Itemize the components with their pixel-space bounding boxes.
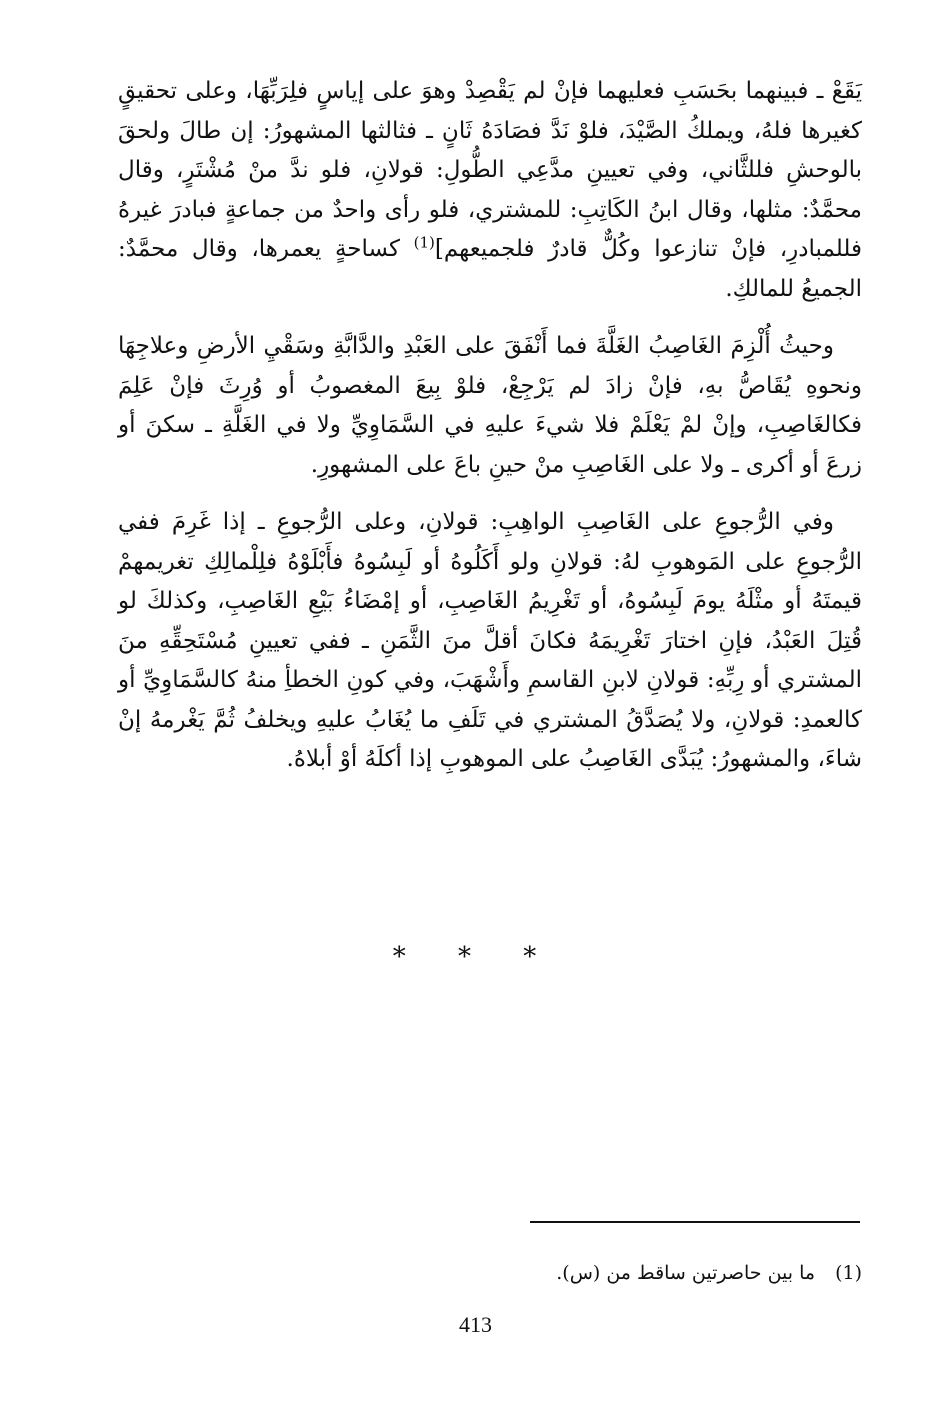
footnote-reference: (1) bbox=[413, 233, 435, 252]
paragraph-1 bbox=[118, 72, 862, 309]
footnote bbox=[118, 1259, 862, 1287]
paragraph-1-text: يَقَعْ ـ فبينهما بحَسَبِ فعليهما فإنْ لم يَقْصِدْ وهوَ على إياسٍ فلِرَبِّهَا، وعلى تحقيقٍ كغيرها فلهُ، ويملكُ الصَّيْدَ، فلوْ نَدَّ فصَادَهُ ثَانٍ ـ فثالثها المشهورُ: إن طالَ ولحقَ بالوحشِ فللثَّاني، وفي تعيينِ مدَّعِي الطُّولِ: قولانِ، فلو ندَّ منْ مُشْتَرٍ، وقال محمَّدٌ: مثلها، وقال ابنُ الكَاتِبِ: للمشتري، فلو رأى واحدٌ من جماعةٍ فبادرَ غيرهُ فللمبادرِ، فإنْ تنازعوا وكُلٌّ قادرٌ فلجميعهم] bbox=[118, 78, 862, 262]
paragraph-1-continuation: كساحةٍ يعمرها، وقال محمَّدٌ: الجميعُ للمالكِ. bbox=[118, 236, 862, 302]
footnote-divider bbox=[530, 1221, 860, 1223]
paragraph-2: وحيثُ أُلْزِمَ الغَاصِبُ الغَلَّةَ فما أَنْفَقَ على العَبْدِ والدَّابَّةِ وسَقْيِ الأرضِ وعلاجِهَا ونحوهِ يُقَاصُّ بهِ، فإنْ زادَ لم يَرْجِعْ، فلوْ بِيعَ المغصوبُ أو وُرِثَ فإنْ عَلِمَ فكالغَاصِبِ، وإنْ لمْ يَعْلَمْ فلا شيءَ عليهِ في السَّمَاوِيِّ ولا في الغَلَّةِ ـ سكنَ أو زرعَ أو أكرى ـ ولا على الغَاصِبِ منْ حينِ باعَ على المشهورِ. bbox=[118, 333, 863, 478]
page-number: 413 bbox=[459, 1312, 492, 1337]
section-separator: * * * bbox=[392, 942, 559, 972]
footnote-number: (1) bbox=[835, 1262, 862, 1284]
main-text bbox=[118, 72, 862, 780]
footnote-text: ما بين حاصرتين ساقط من (س). bbox=[556, 1262, 816, 1284]
paragraph-3: وفي الرُّجوعِ على الغَاصِبِ الواهِبِ: قولانِ، وعلى الرُّجوعِ ـ إذا غَرِمَ ففي الرُّجوعِ على المَوهوبِ لهُ: قولانِ ولو أَكَلُوهُ أو لَبِسُوهُ فأَبْلَوْهُ فلِلْمالِكِ تغريمهمْ قيمتَهُ أو مثْلَهُ يومَ لَبِسُوهُ، أو تَغْرِيمُ الغَاصِبِ، أو إمْضَاءُ بَيْعِ الغَاصِبِ، وكذلكَ لو قُتِلَ العَبْدُ، فإنِ اختارَ تَغْرِيمَهُ فكانَ أقلَّ منَ الثَّمَنِ ـ ففي تعيينِ مُسْتَحِقِّهِ منَ المشتري أو رِبِّهِ: قولانِ لابنِ القاسمِ وأَشْهَبَ، وفي كونِ الخطأِ منهُ كالسَّمَاوِيِّ أو كالعمدِ: قولانِ، ولا يُصَدَّقُ المشتري في تَلَفِ ما يُغَابُ عليهِ ويخلفُ ثُمَّ يَغْرمهُ إنْ شاءَ، والمشهورُ: يُبَدَّى الغَاصِبُ على الموهوبِ إذا أكلَهُ أوْ أبلاهُ. bbox=[118, 509, 862, 772]
